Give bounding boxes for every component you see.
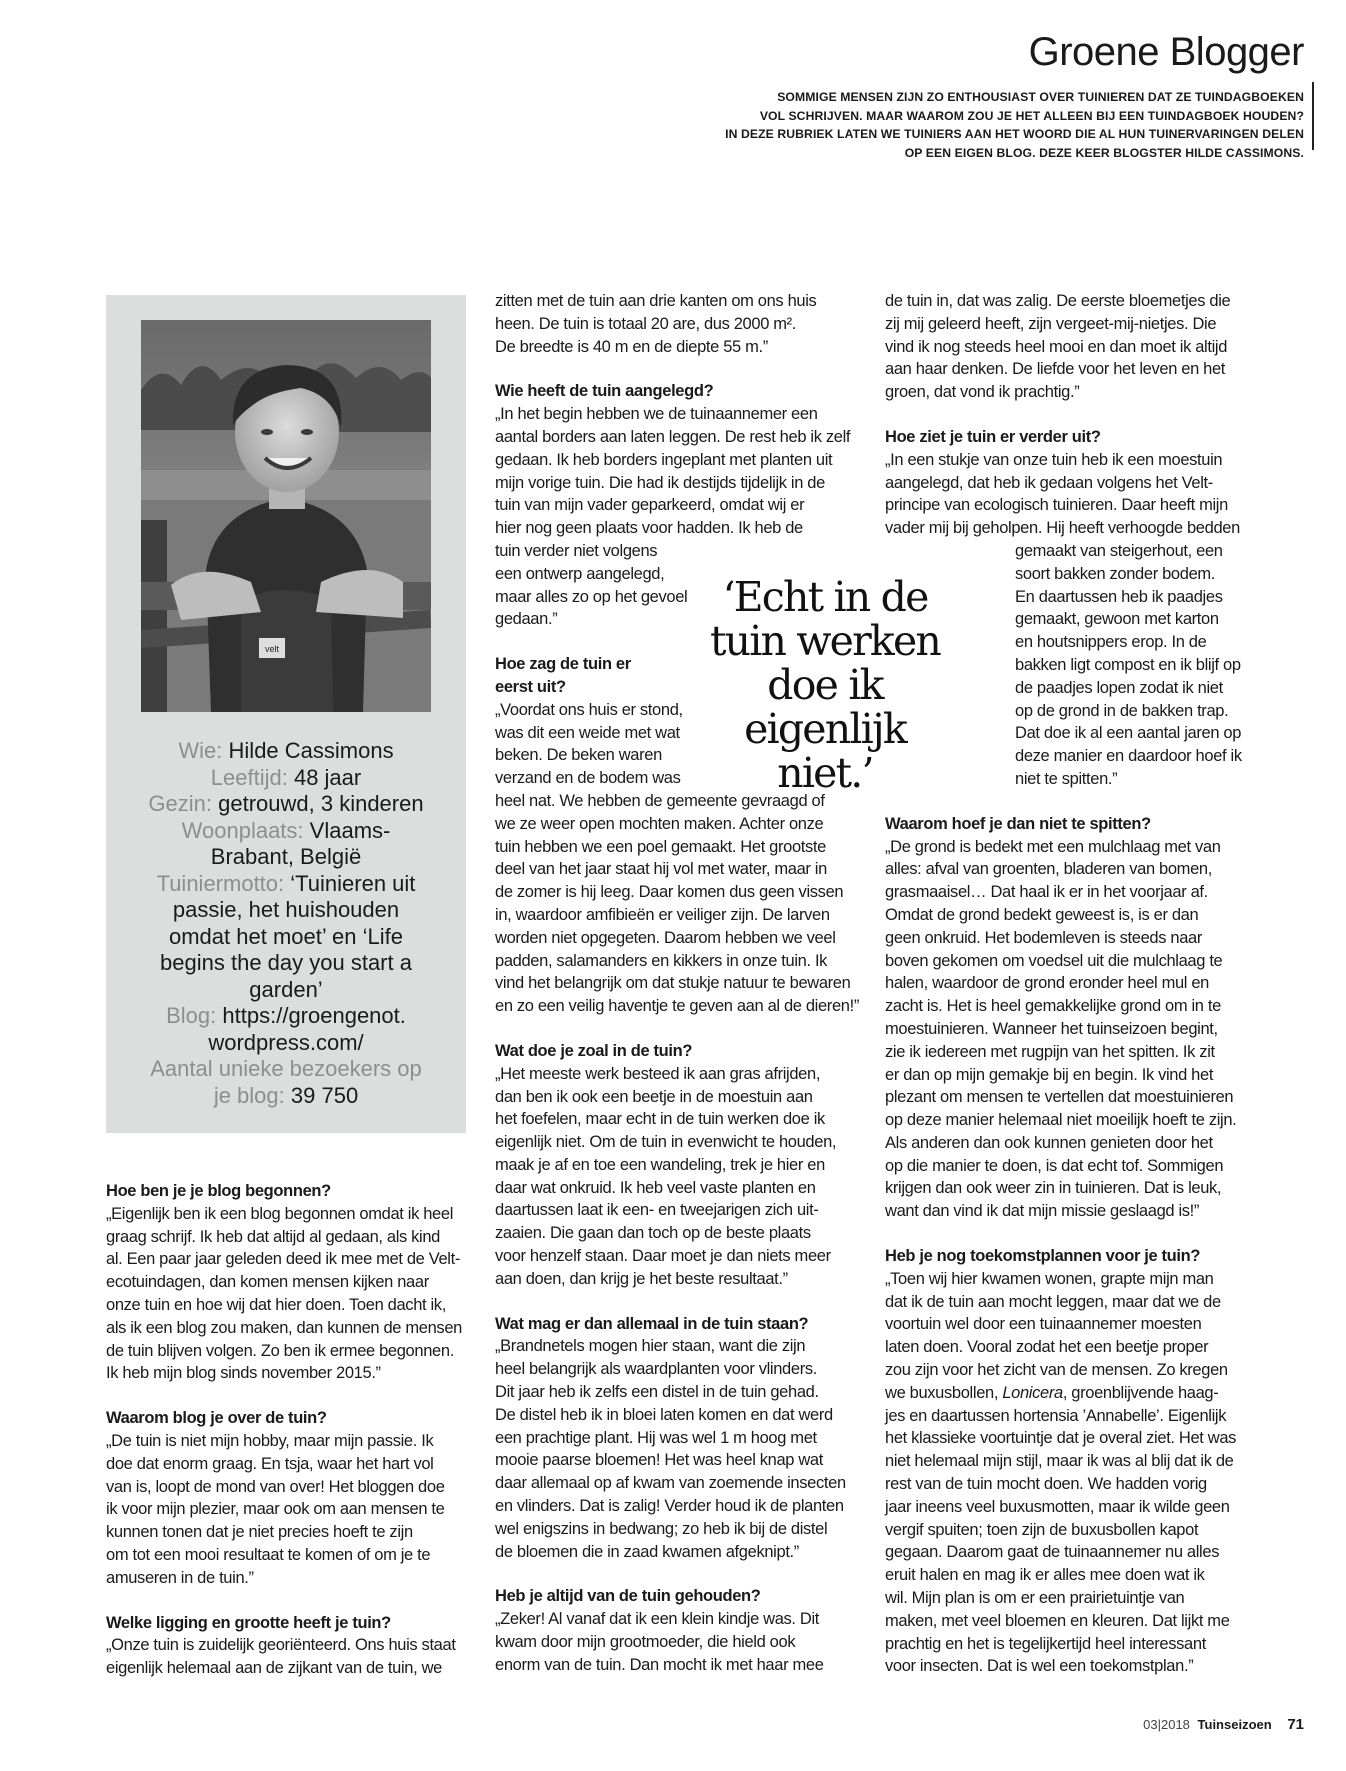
blog-url: https://groengenot. bbox=[222, 1003, 406, 1028]
intro-line: OP EEN EIGEN BLOG. DEZE KEER BLOGSTER HILDE CASSIMONS. bbox=[904, 145, 1304, 160]
text-line: „Het meeste werk besteed ik aan gras afrijden, bbox=[495, 1064, 821, 1083]
text-line: geen onkruid. Het bodemleven is steeds naar bbox=[885, 928, 1202, 947]
answer-paragraph bbox=[885, 449, 1255, 791]
text-line: En daartussen heb ik paadjes bbox=[1015, 587, 1223, 606]
text-line: beken. De beken waren bbox=[495, 746, 662, 765]
text-line: boven gekomen om voedsel uit die mulchlaag te bbox=[885, 951, 1223, 970]
fact-label: Tuiniermotto: bbox=[156, 870, 285, 896]
text-line: laten doen. Vooral zodat het een beetje proper bbox=[885, 1338, 1209, 1357]
text-line: Als anderen dan ook kunnen genieten door het bbox=[885, 1133, 1213, 1152]
question-heading: Heb je altijd van de tuin gehouden? bbox=[495, 1587, 761, 1606]
answer-paragraph bbox=[106, 1634, 461, 1680]
text-line: deze manier en daardoor hoef ik bbox=[1015, 747, 1242, 766]
fact-value: getrouwd, 3 kinderen bbox=[218, 791, 424, 816]
text-line: vind het belangrijk om dat stukje natuur te bewaren bbox=[495, 974, 851, 993]
text-line: mooie paarse bloemen! Het was heel knap wat bbox=[495, 1451, 823, 1470]
text-line: wel enigszins in bedwang; zo heb ik bij de distel bbox=[495, 1519, 828, 1538]
text-line: heel belangrijk als waardplanten voor vlinders. bbox=[495, 1360, 817, 1379]
article-column-1 bbox=[106, 1180, 461, 1680]
fact-motto-cont: garden’ bbox=[249, 976, 323, 1002]
fact-label: Gezin: bbox=[148, 791, 212, 816]
text-line: „Voordat ons huis er stond, bbox=[495, 700, 683, 719]
text-line: er dan op mijn gemakje bij en begin. Ik vind het bbox=[885, 1065, 1214, 1084]
fact-motto-cont: omdat het moet’ en ‘Life bbox=[169, 923, 403, 949]
text-line: maak je af en toe een wandeling, trek je hier en bbox=[495, 1155, 825, 1174]
text-line: gemaakt, gewoon met karton bbox=[1015, 610, 1219, 629]
text-line: prachtig en het is tegelijkertijd heel interessant bbox=[885, 1634, 1206, 1653]
text-line: kwam door mijn grootmoeder, die hield ook bbox=[495, 1633, 796, 1652]
text-segment: , groenblijvende haag- bbox=[1062, 1383, 1219, 1402]
text-line: aantal borders aan laten leggen. De rest heb ik zelf bbox=[495, 427, 851, 446]
text-line: Ik heb mijn blog sinds november 2015.” bbox=[106, 1364, 381, 1383]
fact-value: Vlaams- bbox=[309, 817, 391, 843]
text-line: soort bakken zonder bodem. bbox=[1015, 564, 1216, 583]
page-title: Groene Blogger bbox=[1028, 30, 1304, 74]
text-line: amuseren in de tuin.” bbox=[106, 1568, 254, 1587]
text-line: Omdat de grond bedekt geweest is, is er dan bbox=[885, 905, 1199, 924]
pull-quote-line: tuin werken bbox=[709, 617, 941, 665]
text-line: tuin verder niet volgens bbox=[495, 541, 658, 560]
fact-wie bbox=[116, 738, 456, 765]
text-line: een ontwerp aangelegd, bbox=[495, 564, 665, 583]
text-line: deel van het jaar staat hij vol met water, maar in bbox=[495, 860, 827, 879]
text-line: ecotuindagen, dan komen mensen kijken naar bbox=[106, 1273, 429, 1292]
question-heading: Wat mag er dan allemaal in de tuin staan? bbox=[495, 1314, 809, 1333]
text-line: de bloemen die in zaad kwamen afgeknipt.” bbox=[495, 1542, 799, 1561]
text-line bbox=[885, 1382, 1255, 1405]
text-line: mijn vorige tuin. Die had ik destijds tijdelijk in de bbox=[495, 473, 825, 492]
text-line: gedaan.” bbox=[495, 610, 558, 629]
text-line: aan haar denken. De liefde voor het leven en het bbox=[885, 360, 1226, 379]
text-line: eruit halen en mag ik er alles mee doen wat ik bbox=[885, 1566, 1205, 1585]
text-line: „Onze tuin is zuidelijk georiënteerd. Ons huis staat bbox=[106, 1636, 456, 1655]
article-column-3 bbox=[885, 290, 1255, 1678]
text-line: aan doen, dan krijg je het beste resultaat.” bbox=[495, 1269, 788, 1288]
question-heading: Heb je nog toekomstplannen voor je tuin? bbox=[885, 1247, 1201, 1266]
text-line: de tuin in, dat was zalig. De eerste bloemetjes die bbox=[885, 292, 1231, 310]
text-line: daartussen laat ik een- en tweejarigen zich uit- bbox=[495, 1201, 819, 1220]
text-line: vergif spuiten; toen zijn de buxusbollen kapot bbox=[885, 1520, 1199, 1539]
text-line: „De tuin is niet mijn hobby, maar mijn passie. Ik bbox=[106, 1431, 434, 1450]
answer-paragraph bbox=[106, 1430, 461, 1590]
text-line: doe dat enorm graag. En tsja, waar het hart vol bbox=[106, 1454, 434, 1473]
intro-line: IN DEZE RUBRIEK LATEN WE TUINIERS AAN HET WOORD DIE AL HUN TUINERVARINGEN DELEN bbox=[725, 127, 1304, 141]
fact-woonplaats bbox=[116, 818, 456, 845]
text-line: bakken ligt compost en ik blijf op bbox=[1015, 655, 1241, 674]
plant-name-italic: Lonicera bbox=[1002, 1383, 1063, 1402]
answer-paragraph bbox=[495, 1063, 867, 1291]
text-line: zacht is. Het is heel gemakkelijke grond om in te bbox=[885, 997, 1221, 1016]
text-line: tuin hebben we een poel gemaakt. Het grootste bbox=[495, 837, 826, 856]
text-line: gemaakt van steigerhout, een bbox=[1015, 541, 1223, 560]
text-line: rest van de tuin mocht doen. We hadden vorig bbox=[885, 1475, 1207, 1494]
question-heading: Welke ligging en grootte heeft je tuin? bbox=[106, 1613, 391, 1632]
answer-paragraph bbox=[885, 290, 1255, 404]
text-line: zitten met de tuin aan drie kanten om ons huis bbox=[495, 292, 817, 310]
answer-paragraph bbox=[495, 1608, 867, 1676]
text-line: Hoe zag de tuin er bbox=[495, 655, 631, 674]
header-rule bbox=[1312, 82, 1314, 150]
text-line: jaar ineens veel buxusmotten, maar ik wilde geen bbox=[885, 1497, 1230, 1516]
text-line: ik voor mijn plezier, maar ook om aan mensen te bbox=[106, 1500, 445, 1519]
text-line: het klassieke voortuintje dat je overal ziet. Het was bbox=[885, 1429, 1237, 1448]
answer-paragraph bbox=[106, 1203, 461, 1385]
intro-line: SOMMIGE MENSEN ZIJN ZO ENTHOUSIAST OVER TUINIEREN DAT ZE TUINDAGBOEKEN bbox=[777, 90, 1304, 104]
blog-url-cont: wordpress.com/ bbox=[208, 1029, 364, 1055]
text-line: moestuinieren. Wanneer het tuinseizoen begint, bbox=[885, 1019, 1218, 1038]
text-line: graag schrijf. Ik heb dat altijd al gedaan, als kind bbox=[106, 1227, 441, 1246]
text-line: want dan vind ik dat mijn missie geslaagd is!” bbox=[885, 1202, 1200, 1221]
text-line: en houtsnippers erop. In de bbox=[1015, 633, 1207, 652]
text-line: „Brandnetels mogen hier staan, want die zijn bbox=[495, 1337, 806, 1356]
portrait-photo-icon bbox=[141, 320, 431, 712]
question-heading: Waarom hoef je dan niet te spitten? bbox=[885, 814, 1151, 833]
fact-woonplaats-cont: Brabant, België bbox=[210, 844, 362, 869]
page-footer bbox=[1143, 1716, 1304, 1733]
article-column-2 bbox=[495, 290, 867, 1677]
text-line: padden, salamanders en kikkers in onze tuin. Ik bbox=[495, 951, 828, 970]
fact-label: Woonplaats: bbox=[181, 817, 304, 843]
fact-blog bbox=[116, 1003, 456, 1030]
text-line: gedaan. Ik heb borders ingeplant met planten uit bbox=[495, 450, 833, 469]
text-line: Dit jaar heb ik zelfs een distel in de tuin gehad. bbox=[495, 1383, 819, 1402]
fact-visitors bbox=[116, 1083, 456, 1110]
text-line: halen, waardoor de grond eronder heel mul en bbox=[885, 974, 1209, 993]
text-line: jes en daartussen hortensia ’Annabelle’. Eigenlijk bbox=[885, 1406, 1227, 1425]
text-line: eerst uit? bbox=[495, 677, 566, 696]
apron-text: velt bbox=[264, 644, 280, 654]
pull-quote-line: ‘Echt in de bbox=[722, 573, 928, 621]
fact-leeftijd bbox=[116, 765, 456, 792]
text-line: voor insecten. Dat is wel een toekomstplan.” bbox=[885, 1657, 1194, 1676]
text-line: daar wat onkruid. Ik heb veel vaste planten en bbox=[495, 1178, 816, 1197]
magazine-name: Tuinseizoen bbox=[1197, 1717, 1272, 1732]
text-line: voor henzelf staan. Daar moet je dan niets meer bbox=[495, 1247, 831, 1266]
fact-label: Aantal unieke bezoekers op bbox=[150, 1056, 422, 1081]
text-line: „Zeker! Al vanaf dat ik een klein kindje was. Dit bbox=[495, 1610, 820, 1629]
text-line: eigenlijk helemaal aan de zijkant van de tuin, we bbox=[106, 1659, 442, 1678]
text-line: onze tuin en hoe wij dat hier doen. Toen dacht ik, bbox=[106, 1295, 446, 1314]
fact-label: Wie: bbox=[178, 738, 223, 763]
fact-value: 39 750 bbox=[290, 1082, 359, 1108]
text-line: heen. De tuin is totaal 20 are, dus 2000 m². bbox=[495, 314, 797, 333]
pull-quote-line: doe ik bbox=[767, 661, 883, 709]
text-line: als ik een blog zou maken, dan kunnen de mensen bbox=[106, 1318, 462, 1337]
text-line: grasmaaisel… Dat haal ik er in het voorjaar af. bbox=[885, 883, 1208, 902]
text-line: de paadjes lopen zodat ik niet bbox=[1015, 678, 1223, 697]
text-line: tuin van mijn vader geparkeerd, omdat wij er bbox=[495, 496, 805, 515]
fact-value: 48 jaar bbox=[293, 764, 362, 790]
page-number: 71 bbox=[1287, 1716, 1304, 1733]
text-line: Dat doe ik al een aantal jaren op bbox=[1015, 724, 1242, 743]
text-line: de tuin blijven volgen. Zo ben ik ermee begonnen. bbox=[106, 1341, 454, 1360]
text-line: voortuin wel door een tuinaannemer moesten bbox=[885, 1315, 1202, 1334]
text-line: krijgen dan ook weer zin in tuinieren. Dat is leuk, bbox=[885, 1179, 1222, 1198]
text-line: alles: afval van groenten, bladeren van bomen, bbox=[885, 860, 1212, 879]
text-line: om tot een mooi resultaat te komen of om je te bbox=[106, 1545, 431, 1564]
text-line: principe van ecologisch tuinieren. Daar heeft mijn bbox=[885, 496, 1228, 515]
answer-paragraph bbox=[495, 1335, 867, 1563]
text-line: van is, loopt de mond van over! Het bloggen doe bbox=[106, 1477, 445, 1496]
text-line: al. Een paar jaar geleden deed ik mee met de Velt- bbox=[106, 1250, 460, 1269]
text-line: maken, met veel bloemen en kleuren. Dat lijkt me bbox=[885, 1611, 1230, 1630]
text-line: De distel heb ik in bloei laten komen en dat werd bbox=[495, 1405, 833, 1424]
text-line: „De grond is bedekt met een mulchlaag met van bbox=[885, 837, 1221, 856]
intro-text bbox=[684, 88, 1304, 162]
text-line: „In een stukje van onze tuin heb ik een moestuin bbox=[885, 450, 1223, 469]
fact-label: Leeftijd: bbox=[210, 764, 288, 790]
intro-line: VOL SCHRIJVEN. MAAR WAAROM ZOU JE HET ALLEEN BIJ EEN TUINDAGBOEK HOUDEN? bbox=[759, 108, 1304, 123]
text-line: op deze manier helemaal niet moeilijk hoeft te zijn. bbox=[885, 1111, 1237, 1130]
text-line: „In het begin hebben we de tuinaannemer een bbox=[495, 405, 818, 424]
fact-value: ‘Tuinieren uit bbox=[290, 870, 416, 896]
text-line: dat ik de tuin aan mocht leggen, maar dat we de bbox=[885, 1292, 1221, 1311]
text-line: plezant om mensen te vertellen dat moestuinieren bbox=[885, 1088, 1234, 1107]
pull-quote-line: eigenlijk niet.’ bbox=[744, 705, 906, 797]
question-heading: Hoe ziet je tuin er verder uit? bbox=[885, 427, 1101, 446]
question-heading: Wie heeft de tuin aangelegd? bbox=[495, 382, 714, 401]
text-line: eigenlijk niet. Om de tuin in evenwicht te houden, bbox=[495, 1133, 837, 1152]
text-line: dan ben ik ook een beetje in de moestuin aan bbox=[495, 1087, 813, 1106]
question-heading: Wat doe je zoal in de tuin? bbox=[495, 1041, 693, 1060]
text-line: „Toen wij hier kwamen wonen, grapte mijn man bbox=[885, 1269, 1214, 1288]
answer-paragraph bbox=[495, 290, 867, 358]
text-line: hier nog geen plaats voor hadden. Ik heb de bbox=[495, 519, 803, 538]
fact-value: Hilde Cassimons bbox=[228, 738, 394, 763]
text-line: niet helemaal mijn stijl, maar ik was al blij dat ik de bbox=[885, 1452, 1234, 1471]
text-line: „Eigenlijk ben ik een blog begonnen omdat ik heel bbox=[106, 1204, 454, 1223]
text-line: worden niet opgegeten. Daarom hebben we veel bbox=[495, 928, 836, 947]
fact-label: Blog: bbox=[166, 1003, 217, 1028]
text-line: en zo een veilig haventje te geven aan al de dieren!” bbox=[495, 997, 859, 1016]
text-line: heel nat. We hebben de gemeente gevraagd of bbox=[495, 791, 825, 810]
fact-motto-cont: passie, het huishouden bbox=[172, 897, 400, 922]
text-line: zie ik iedereen met rugpijn van het spitten. Ik zit bbox=[885, 1042, 1215, 1061]
answer-paragraph bbox=[885, 836, 1255, 1224]
text-line: was dit een weide met wat bbox=[495, 723, 680, 742]
text-line: zij mij geleerd heeft, zijn vergeet-mij-nietjes. Die bbox=[885, 314, 1217, 333]
question-heading: Waarom blog je over de tuin? bbox=[106, 1409, 327, 1428]
profile-box bbox=[106, 295, 466, 1133]
text-line: een prachtige plant. Hij was wel 1 m hoog met bbox=[495, 1428, 817, 1447]
fact-gezin bbox=[116, 791, 456, 818]
text-line: het foefelen, maar echt in de tuin werken doe ik bbox=[495, 1110, 825, 1129]
text-line: kunnen tonen dat je niet precies hoeft te zijn bbox=[106, 1523, 413, 1542]
text-line: gegaan. Daarom gaat de tuinaannemer nu alles bbox=[885, 1543, 1220, 1562]
text-line: enorm van de tuin. Dan mocht ik met haar mee bbox=[495, 1655, 824, 1674]
fact-label: je blog: bbox=[213, 1082, 285, 1108]
text-line: op die manier te doen, is dat echt tof. Sommigen bbox=[885, 1156, 1224, 1175]
issue-number: 03|2018 bbox=[1143, 1717, 1190, 1732]
text-line: de zomer is hij leeg. Daar komen dus geen vissen bbox=[495, 883, 844, 902]
text-line: zou zijn voor het zicht van de mensen. Zo kregen bbox=[885, 1361, 1228, 1380]
text-line: aangelegd, dat heb ik gedaan volgens het Velt- bbox=[885, 473, 1213, 492]
text-line: zaaien. Die gaan dan toch op de beste plaats bbox=[495, 1224, 811, 1243]
text-line: op de grond in de bakken trap. bbox=[1015, 701, 1229, 720]
text-line: vader mij bij geholpen. Hij heeft verhoogde bedden bbox=[885, 519, 1240, 538]
text-line: in, waardoor amfibieën er veiliger zijn. De larven bbox=[495, 905, 830, 924]
text-line: en vlinders. Dat is zalig! Verder houd ik de planten bbox=[495, 1497, 844, 1516]
profile-facts bbox=[116, 738, 456, 1109]
fact-motto bbox=[116, 871, 456, 898]
text-line: De breedte is 40 m en de diepte 55 m.” bbox=[495, 337, 768, 356]
text-line: wil. Mijn plan is om er een prairietuintje van bbox=[885, 1589, 1185, 1608]
text-line: groen, dat vond ik prachtig.” bbox=[885, 383, 1080, 402]
text-line: verzand en de bodem was bbox=[495, 769, 681, 788]
text-line: daar allemaal op af kwam van zoemende insecten bbox=[495, 1474, 846, 1493]
text-line: niet te spitten.” bbox=[1015, 769, 1118, 788]
text-segment: we buxusbollen, bbox=[885, 1383, 1003, 1402]
portrait-illustration bbox=[141, 320, 431, 712]
answer-paragraph bbox=[885, 1268, 1255, 1678]
text-line: we ze weer open mochten maken. Achter onze bbox=[495, 814, 824, 833]
fact-motto-cont: begins the day you start a bbox=[160, 950, 412, 975]
text-line: vind ik nog steeds heel mooi en dan moet ik altijd bbox=[885, 337, 1228, 356]
question-heading: Hoe ben je je blog begonnen? bbox=[106, 1182, 331, 1200]
text-line: maar alles zo op het gevoel bbox=[495, 587, 688, 606]
